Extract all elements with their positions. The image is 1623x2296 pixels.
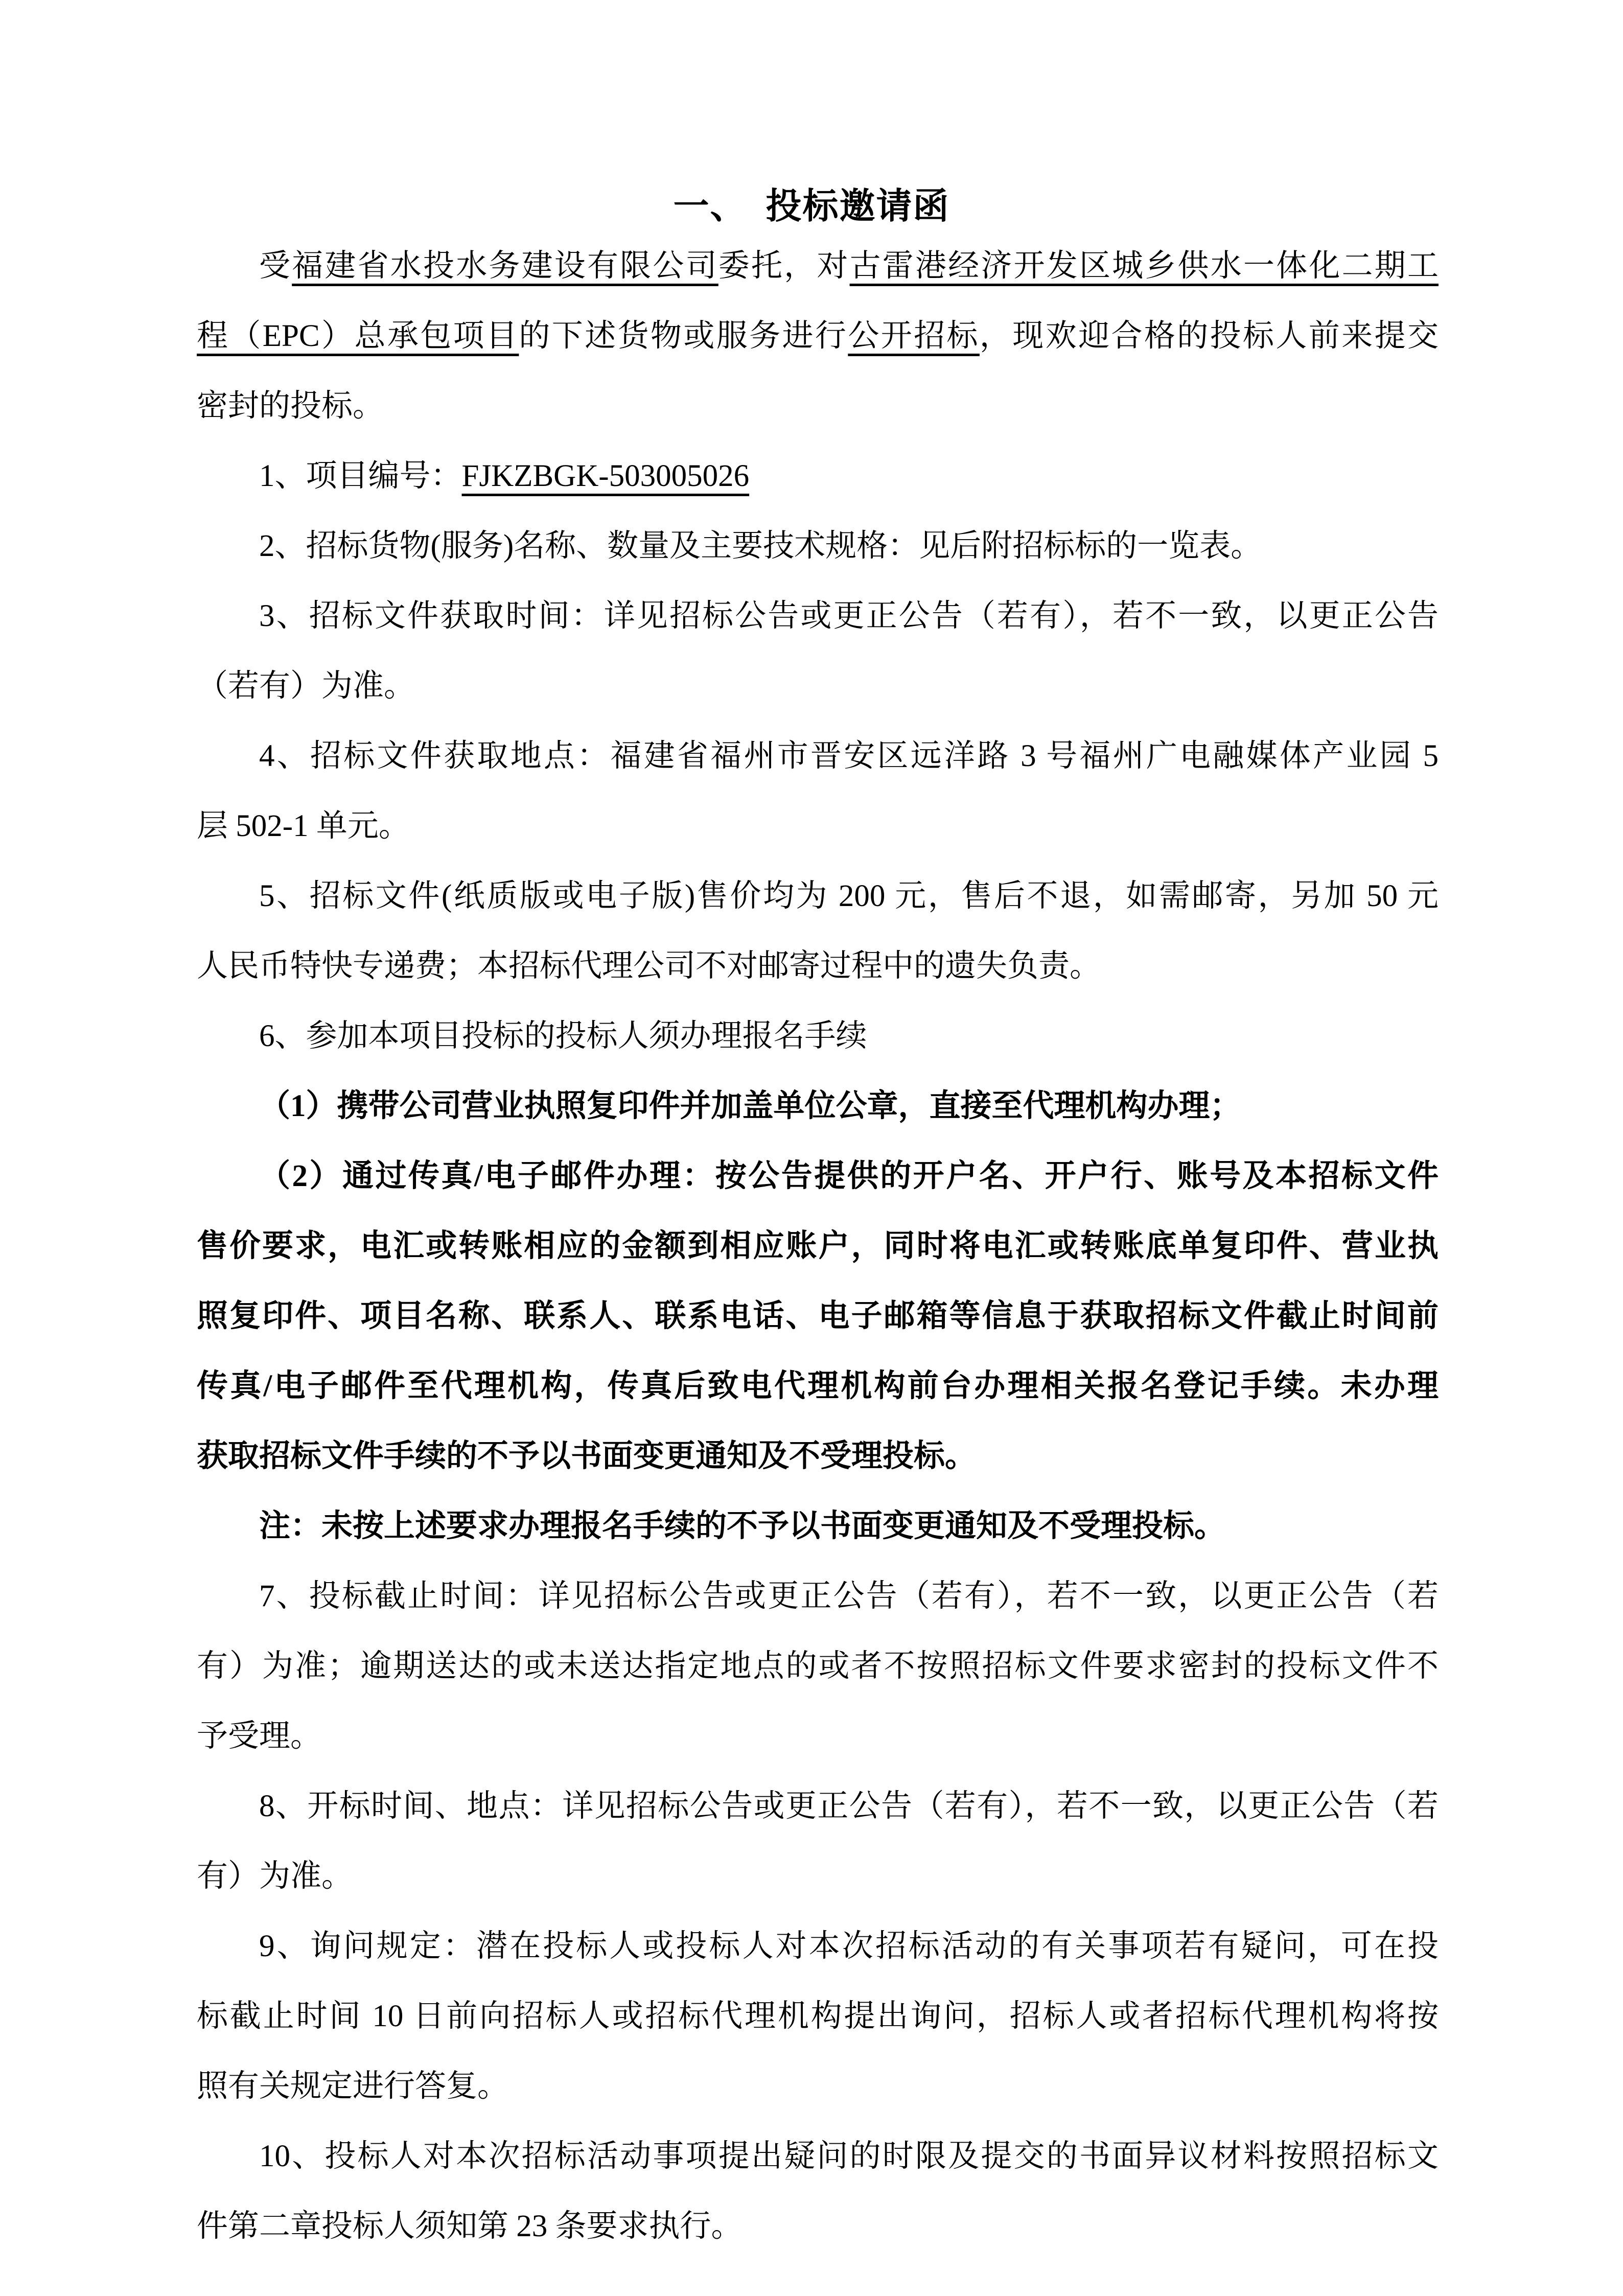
text-line <box>197 1211 1439 1281</box>
text-line <box>197 581 1439 651</box>
text-segment: 获取招标文件手续的不予以书面变更通知及不受理投标。 <box>197 1439 977 1473</box>
text-line <box>197 861 1439 931</box>
text-segment: （1）携带公司营业执照复印件并加盖单位公章，直接至代理机构办理； <box>259 1089 1241 1123</box>
text-segment: 注：未按上述要求办理报名手续的不予以书面变更通知及不受理投标。 <box>259 1509 1226 1543</box>
text-segment: 传真/电子邮件至代理机构，传真后致电代理机构前台办理相关报名登记手续。未办理 <box>197 1369 1439 1403</box>
page-title: 一、 投标邀请函 <box>673 187 950 226</box>
text-segment: 1、项目编号： <box>259 459 462 493</box>
text-line <box>197 931 1439 1001</box>
text-line <box>197 1421 1439 1491</box>
text-line <box>197 511 1439 581</box>
text-line <box>197 441 1439 511</box>
text-line <box>197 1351 1439 1421</box>
text-segment: 予受理。 <box>197 1719 322 1753</box>
text-segment: 照复印件、项目名称、联系人、联系电话、电子邮箱等信息于获取招标文件截止时间前 <box>197 1299 1439 1333</box>
text-segment: 8、开标时间、地点：详见招标公告或更正公告（若有），若不一致，以更正公告（若 <box>259 1789 1439 1823</box>
text-segment: 售价要求，电汇或转账相应的金额到相应账户，同时将电汇或转账底单复印件、营业执 <box>197 1229 1439 1263</box>
text-line <box>197 2191 1439 2261</box>
text-line <box>197 1981 1439 2051</box>
text-segment: 4、招标文件获取地点：福建省福州市晋安区远洋路 3 号福州广电融媒体产业园 5 <box>259 739 1439 773</box>
text-line <box>197 721 1439 791</box>
text-line <box>197 1841 1439 1911</box>
text-segment: 3、招标文件获取时间：详见招标公告或更正公告（若有），若不一致，以更正公告 <box>259 599 1439 633</box>
text-line <box>197 2121 1439 2191</box>
text-segment: （2）通过传真/电子邮件办理：按公告提供的开户名、开户行、账号及本招标文件 <box>259 1159 1439 1193</box>
text-segment: 标截止时间 10 日前向招标人或招标代理机构提出询问，招标人或者招标代理机构将按 <box>197 1999 1439 2033</box>
text-segment: 7、投标截止时间：详见招标公告或更正公告（若有），若不一致，以更正公告（若 <box>259 1579 1439 1613</box>
text-segment: （若有）为准。 <box>197 669 415 703</box>
text-segment: 9、询问规定：潜在投标人或投标人对本次招标活动的有关事项若有疑问，可在投 <box>259 1929 1439 1963</box>
underlined-text: 程（EPC）总承包项目 <box>197 319 519 353</box>
text-line <box>197 1911 1439 1981</box>
text-segment: 10、投标人对本次招标活动事项提出疑问的时限及提交的书面异议材料按照招标文 <box>259 2139 1439 2173</box>
underlined-text: 古雷港经济开发区城乡供水一体化二期工 <box>849 249 1439 283</box>
text-segment: 受 <box>259 249 292 283</box>
text-segment: ，现欢迎合格的投标人前来提交 <box>979 319 1439 353</box>
text-line <box>197 1631 1439 1701</box>
text-segment: 6、参加本项目投标的投标人须办理报名手续 <box>259 1019 867 1053</box>
text-line <box>197 791 1439 861</box>
underlined-text: FJKZBGK-503005026 <box>461 459 750 493</box>
text-segment: 的下述货物或服务进行 <box>519 319 848 353</box>
text-line <box>197 1491 1439 1561</box>
text-segment: 密封的投标。 <box>197 389 384 423</box>
underlined-text: 公开招标 <box>848 319 980 353</box>
text-segment: 5、招标文件(纸质版或电子版)售价均为 200 元，售后不退，如需邮寄，另加 50 元 <box>259 879 1439 913</box>
text-segment: 有）为准；逾期送达的或未送达指定地点的或者不按照招标文件要求密封的投标文件不 <box>197 1649 1439 1683</box>
text-line <box>197 231 1439 301</box>
document-lines <box>197 231 1439 2261</box>
text-line <box>197 1071 1439 1141</box>
text-line <box>197 1141 1439 1211</box>
text-segment: 有）为准。 <box>197 1859 353 1893</box>
text-line <box>197 1001 1439 1071</box>
text-line <box>197 301 1439 371</box>
text-line <box>197 1701 1439 1771</box>
text-segment: 人民币特快专递费；本招标代理公司不对邮寄过程中的遗失负责。 <box>197 949 1101 983</box>
text-line <box>197 2051 1439 2121</box>
text-line <box>197 1771 1439 1841</box>
text-segment: 照有关规定进行答复。 <box>197 2069 509 2103</box>
text-line <box>197 1281 1439 1351</box>
text-segment: 2、招标货物(服务)名称、数量及主要技术规格：见后附招标标的一览表。 <box>259 529 1262 563</box>
text-line <box>197 371 1439 441</box>
underlined-text: 福建省水投水务建设有限公司 <box>292 249 718 283</box>
text-line <box>197 1561 1439 1631</box>
text-line <box>197 651 1439 721</box>
text-segment: 委托，对 <box>718 249 850 283</box>
text-segment: 件第二章投标人须知第 23 条要求执行。 <box>197 2209 743 2243</box>
text-segment: 层 502-1 单元。 <box>197 809 410 843</box>
